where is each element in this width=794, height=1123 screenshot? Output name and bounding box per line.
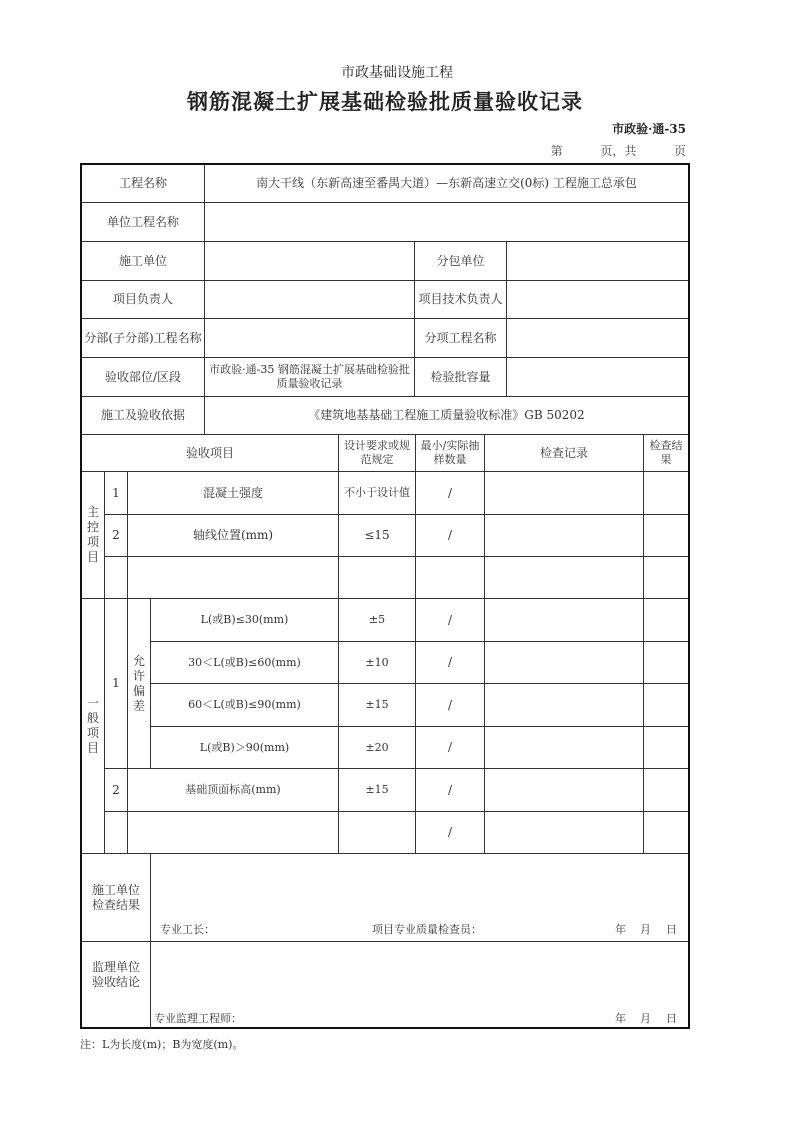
acceptance-part-label: 验收部位/区段 [104, 369, 182, 384]
project-name-label: 工程名称 [118, 176, 167, 190]
page-info [551, 142, 686, 159]
main-row-2-item: 轴线位置(mm) [192, 528, 274, 542]
general-label: 一般项目 [86, 696, 99, 755]
document-subtitle: 市政基础设施工程 [341, 65, 453, 81]
batch-capacity-label: 检验批容量 [430, 369, 491, 384]
tolerance-row-1-sample[interactable]: / [447, 612, 453, 627]
division-label: 分部(子分部)工程名称 [84, 330, 202, 345]
supervisor-result-label: 监理单位验收结论 [91, 959, 140, 989]
subcontractor-value[interactable] [507, 242, 688, 280]
general-row-2-sample[interactable]: / [447, 782, 453, 797]
head-requirement: 设计要求或规范规定 [344, 439, 410, 466]
main-row-1-no: 1 [112, 485, 120, 500]
tolerance-row-3-item: 60＜L(或B)≤90(mm) [188, 698, 301, 711]
tech-manager-label: 项目技术负责人 [418, 292, 503, 306]
main-row-1-record[interactable] [485, 472, 643, 514]
head-item: 验收项目 [185, 445, 234, 460]
unit-project-label: 单位工程名称 [106, 214, 179, 229]
general-row-2-item: 基础顶面标高(mm) [185, 783, 281, 796]
subitem-label: 分项工程名称 [424, 330, 497, 345]
supervisor-date-year: 年 [615, 1012, 626, 1025]
tolerance-row-1-item: L(或B)≤30(mm) [200, 613, 289, 626]
supervisor-date-day: 日 [666, 1012, 677, 1025]
tolerance-row-4-item: L(或B)＞90(mm) [199, 740, 290, 754]
head-sample: 最小/实际抽样数量 [420, 439, 480, 466]
contractor-date-day: 日 [666, 923, 677, 936]
tolerance-row-3-record[interactable] [485, 684, 643, 726]
tolerance-row-4-sample[interactable]: / [447, 740, 453, 754]
contractor-result-label: 施工单位检查结果 [91, 882, 140, 912]
contractor-date-year: 年 [615, 923, 626, 936]
main-row-2-sample[interactable]: / [447, 528, 453, 542]
tolerance-row-1-record[interactable] [485, 599, 643, 641]
project-manager-value[interactable] [205, 281, 414, 318]
contractor-date-month: 月 [640, 923, 651, 936]
acceptance-part-value[interactable]: 市政验·通-35 钢筋混凝土扩展基础检验批质量验收记录 [209, 363, 410, 390]
main-row-1-requirement: 不小于设计值 [344, 486, 410, 499]
page-label-ye-gong: 页，共 [600, 144, 637, 158]
main-row-1-result[interactable] [644, 472, 688, 514]
general-row-2-no: 2 [112, 782, 120, 797]
main-row-2-record[interactable] [485, 515, 643, 556]
main-control-label: 主控项目 [86, 505, 99, 564]
main-row-1-item: 混凝土强度 [202, 485, 263, 500]
supervisor-engineer-label: 专业监理工程师： [154, 1012, 242, 1025]
tolerance-row-2-item: 30＜L(或B)≤60(mm) [188, 655, 301, 669]
general-empty-sample[interactable]: / [447, 825, 453, 839]
tolerance-row-3-requirement: ±15 [365, 698, 389, 711]
tolerance-row-2-requirement: ±10 [365, 655, 389, 669]
subcontractor-label: 分包单位 [436, 253, 485, 268]
basis-label: 施工及验收依据 [100, 408, 185, 422]
head-result: 检查结果 [649, 439, 683, 466]
acceptance-form [80, 163, 690, 1029]
tolerance-row-2-sample[interactable]: / [447, 655, 453, 669]
form-code: 市政验·通-35 [612, 122, 686, 136]
tolerance-row-2-record[interactable] [485, 642, 643, 683]
unit-project-value[interactable] [205, 203, 688, 241]
project-manager-label: 项目负责人 [112, 292, 173, 306]
general-row-2-record[interactable] [485, 769, 643, 811]
main-row-2-result[interactable] [644, 515, 688, 556]
supervisor-date-month: 月 [640, 1012, 651, 1025]
batch-capacity-value[interactable] [507, 358, 688, 396]
tolerance-row-3-sample[interactable]: / [447, 697, 453, 712]
main-row-1-sample[interactable]: / [447, 485, 453, 500]
document-title: 钢筋混凝土扩展基础检验批质量验收记录 [187, 90, 583, 114]
main-row-2-requirement: ≤15 [364, 528, 390, 542]
main-row-2-no: 2 [112, 528, 120, 542]
footnote: 注：L为长度(m)；B为宽度(m)。 [80, 1038, 244, 1051]
head-record: 检查记录 [539, 445, 588, 460]
page-label-di: 第 [550, 144, 563, 158]
division-value[interactable] [205, 319, 414, 357]
foreman-label: 专业工长： [160, 923, 215, 936]
contractor-value[interactable] [205, 242, 414, 280]
tolerance-row-1-requirement: ±5 [368, 613, 386, 626]
tolerance-row-4-requirement: ±20 [365, 740, 389, 754]
tolerance-label: 允许偏差 [132, 653, 145, 713]
project-name-value[interactable]: 南大干线（东新高速至番禺大道）—东新高速立交(0标) 工程施工总承包 [256, 176, 637, 190]
basis-value[interactable]: 《建筑地基基础工程施工质量验收标准》GB 50202 [308, 408, 585, 422]
quality-inspector-label: 项目专业质量检查员： [372, 923, 482, 936]
page-label-ye: 页 [673, 144, 686, 158]
contractor-label: 施工单位 [118, 253, 167, 268]
general-row-2-requirement: ±15 [365, 783, 389, 796]
tech-manager-value[interactable] [507, 281, 688, 318]
tolerance-row-4-record[interactable] [485, 727, 643, 768]
subitem-value[interactable] [507, 319, 688, 357]
general-row-1-no: 1 [112, 676, 120, 690]
